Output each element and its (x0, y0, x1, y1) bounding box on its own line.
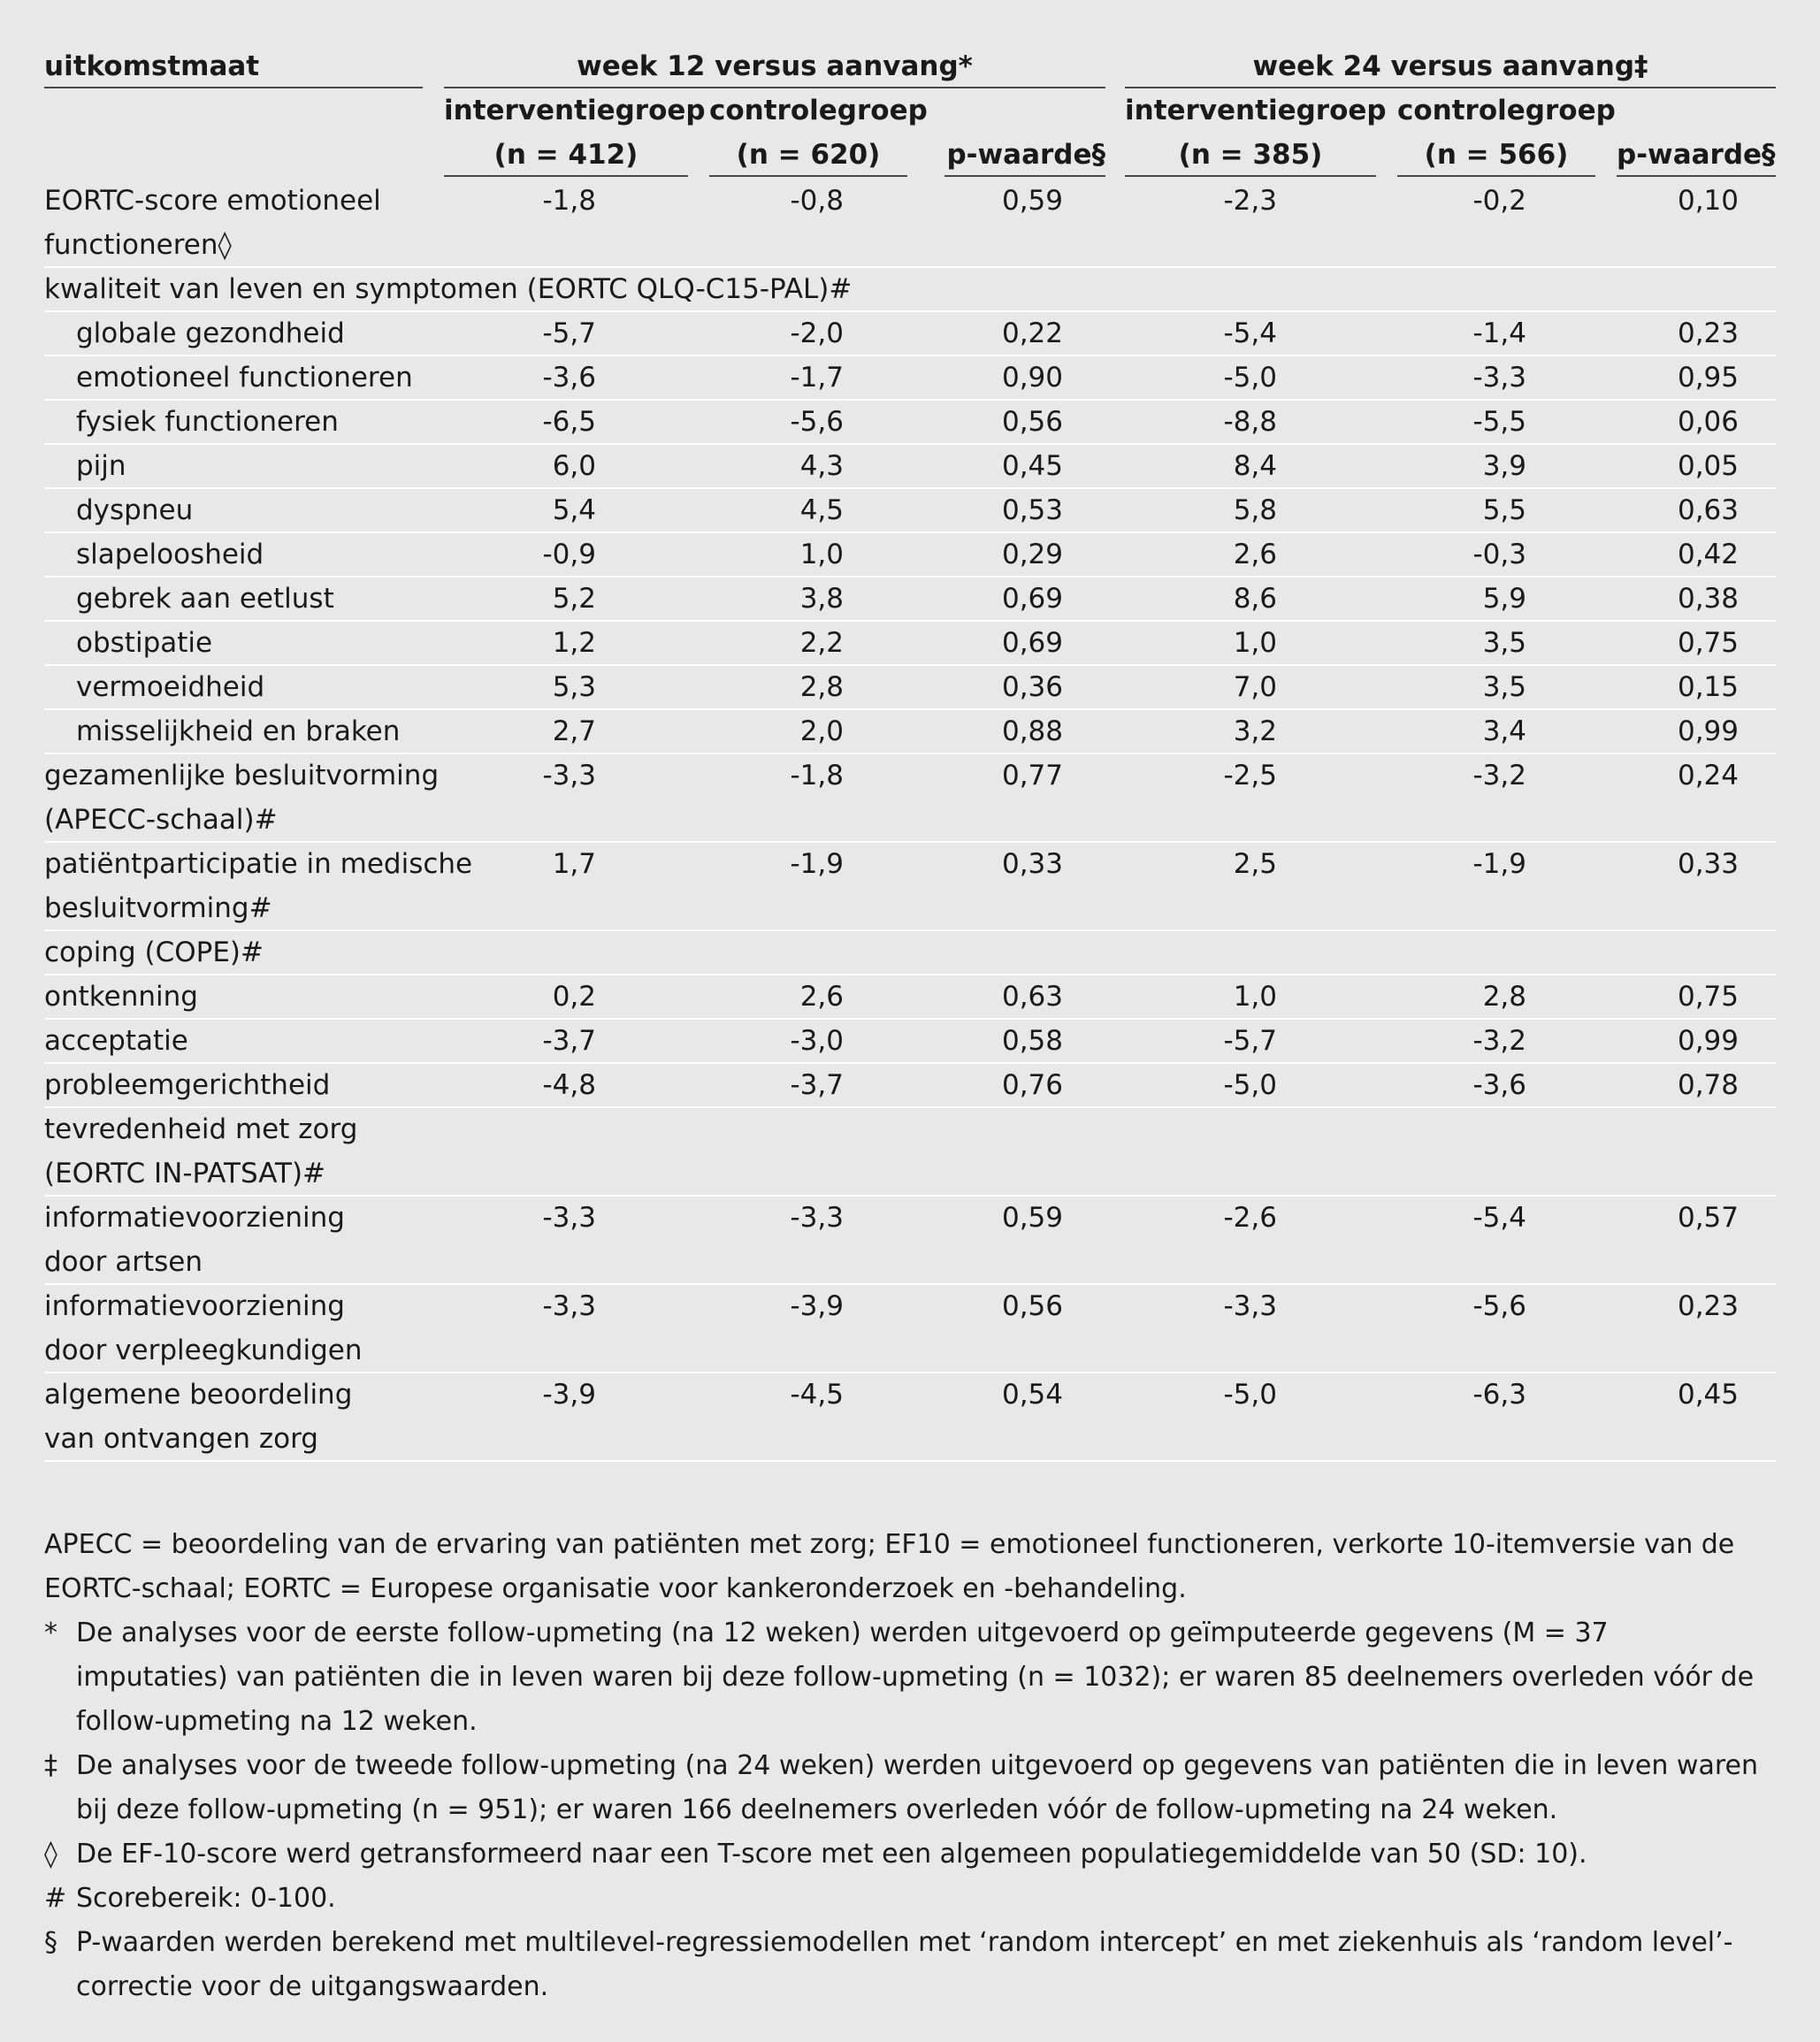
row-label: coping (COPE)# (44, 937, 264, 968)
row-value: 1,0 (1233, 981, 1277, 1013)
row-value: 0,05 (1677, 450, 1739, 482)
row-label: ontkenning (44, 981, 198, 1013)
row-value: -4,5 (790, 1379, 844, 1411)
row-value: -1,8 (790, 760, 844, 792)
row-value: 0,99 (1677, 715, 1739, 747)
row-value: -3,7 (790, 1069, 844, 1101)
row-value: 0,77 (1001, 760, 1063, 792)
row-value: -5,0 (1223, 1379, 1277, 1411)
row-value: 0,63 (1677, 494, 1739, 526)
row-label: pijn (76, 450, 126, 482)
row-value: 0,99 (1677, 1025, 1739, 1057)
footnote-symbol: ‡ (44, 1750, 57, 1781)
row-label: (EORTC IN-PATSAT)# (44, 1158, 326, 1189)
header-p12: p-waarde§ (946, 139, 1105, 171)
row-value: -3,3 (542, 1202, 596, 1234)
row-value: -0,8 (790, 185, 844, 217)
row-value: 2,2 (799, 627, 844, 659)
row-separator (44, 929, 1776, 931)
row-value: -3,0 (790, 1025, 844, 1057)
row-value: 0,36 (1001, 671, 1063, 703)
row-value: 0,56 (1001, 406, 1063, 438)
subheader-rule (1125, 175, 1376, 177)
row-label: EORTC-score emotioneel (44, 185, 381, 217)
row-value: -5,6 (1472, 1290, 1526, 1322)
row-value: 0,22 (1001, 317, 1063, 349)
row-value: 4,3 (799, 450, 844, 482)
row-value: 2,6 (799, 981, 844, 1013)
row-value: -3,7 (542, 1025, 596, 1057)
row-label: door verpleegkundigen (44, 1335, 363, 1366)
row-value: 0,29 (1001, 539, 1063, 570)
row-value: 5,8 (1233, 494, 1277, 526)
footnote-text: P-waarden werden berekend met multilevel-regressiemodellen met ‘random intercept’ en met ziekenhuis als ‘random level’-correctie voor de uitgangswaarden. (76, 1927, 1733, 2002)
row-value: 0,58 (1001, 1025, 1063, 1057)
row-value: 0,95 (1677, 362, 1739, 394)
row-value: 3,2 (1233, 715, 1277, 747)
row-value: 0,06 (1677, 406, 1739, 438)
row-label: (APECC-schaal)# (44, 804, 278, 836)
row-value: 1,0 (1233, 627, 1277, 659)
row-separator (44, 1460, 1776, 1462)
row-label: slapeloosheid (76, 539, 264, 570)
row-value: -0,3 (1472, 539, 1526, 570)
row-value: 0,33 (1677, 848, 1739, 880)
subheader-rule (444, 175, 688, 177)
row-value: 0,23 (1677, 1290, 1739, 1322)
row-value: 0,63 (1001, 981, 1063, 1013)
row-value: -0,9 (542, 539, 596, 570)
row-label: algemene beoordeling (44, 1379, 353, 1411)
header-n-int12: (n = 412) (493, 139, 639, 171)
row-value: -2,6 (1223, 1202, 1277, 1234)
row-value: -2,3 (1223, 185, 1277, 217)
row-value: 0,56 (1001, 1290, 1063, 1322)
row-value: 8,4 (1233, 450, 1277, 482)
row-value: -1,7 (790, 362, 844, 394)
header-p24: p-waarde§ (1617, 139, 1776, 171)
row-label: informatievoorziening (44, 1202, 345, 1234)
footnote-symbol: * (44, 1618, 57, 1648)
row-value: 3,5 (1482, 671, 1526, 703)
header-week12: week 12 versus aanvang* (577, 50, 973, 82)
header-week24: week 24 versus aanvang‡ (1252, 50, 1648, 82)
row-value: 0,2 (552, 981, 596, 1013)
row-value: -3,3 (542, 760, 596, 792)
row-label: besluitvorming# (44, 892, 272, 924)
row-label: functioneren◊ (44, 229, 232, 261)
row-value: -8,8 (1223, 406, 1277, 438)
row-label: emotioneel functioneren (76, 362, 413, 394)
row-value: -3,9 (790, 1290, 844, 1322)
row-value: -3,3 (1472, 362, 1526, 394)
row-value: 0,23 (1677, 317, 1739, 349)
footnote-lozenge (44, 1832, 1809, 1877)
footnote-hash (44, 1877, 1809, 1921)
row-value: 0,76 (1001, 1069, 1063, 1101)
footnote-abbreviations-text: APECC = beoordeling van de ervaring van patiënten met zorg; EF10 = emotioneel functioneren, verkorte 10-itemversie van de EORTC-schaal; EORTC = Europese organisatie voor kankeronderzoek en -behandeling. (44, 1529, 1735, 1604)
header-control-12: controlegroep (709, 95, 928, 126)
row-value: 0,90 (1001, 362, 1063, 394)
header-n-ctrl24: (n = 566) (1424, 139, 1569, 171)
row-value: 3,8 (799, 583, 844, 615)
row-value: 5,9 (1482, 583, 1526, 615)
row-value: 0,59 (1001, 185, 1063, 217)
row-value: 5,2 (552, 583, 596, 615)
footnote-text: De analyses voor de eerste follow-upmeting (na 12 weken) werden uitgevoerd op geïmputeerde gegevens (M = 37 imputaties) van patiënten die in leven waren bij deze follow-upmeting (n = 1032); er waren 85 deelnemers overleden vóór de follow-upmeting na 12 weken. (76, 1618, 1755, 1737)
row-value: 0,45 (1001, 450, 1063, 482)
row-label: patiëntparticipatie in medische (44, 848, 473, 880)
row-value: -2,5 (1223, 760, 1277, 792)
row-value: -1,8 (542, 185, 596, 217)
row-value: 2,8 (799, 671, 844, 703)
row-value: 0,75 (1677, 981, 1739, 1013)
footnote-abbreviations (44, 1523, 1751, 1611)
row-label: tevredenheid met zorg (44, 1113, 358, 1145)
row-label: globale gezondheid (76, 317, 345, 349)
row-value: -5,4 (1472, 1202, 1526, 1234)
header-rule-week24 (1125, 87, 1776, 88)
row-label: dyspneu (76, 494, 194, 526)
row-label: kwaliteit van leven en symptomen (EORTC QLQ-C15-PAL)# (44, 273, 853, 305)
header-n-int24: (n = 385) (1178, 139, 1323, 171)
row-value: 0,75 (1677, 627, 1739, 659)
header-control-24: controlegroep (1397, 95, 1616, 126)
row-value: 5,5 (1482, 494, 1526, 526)
row-value: -6,3 (1472, 1379, 1526, 1411)
header-intervention-24: interventiegroep (1125, 95, 1387, 126)
row-value: 3,9 (1482, 450, 1526, 482)
row-value: 5,3 (552, 671, 596, 703)
row-label: van ontvangen zorg (44, 1423, 318, 1455)
subheader-rule (709, 175, 907, 177)
row-value: -3,3 (1223, 1290, 1277, 1322)
row-value: 4,5 (799, 494, 844, 526)
row-value: 2,6 (1233, 539, 1277, 570)
row-value: 0,57 (1677, 1202, 1739, 1234)
row-value: 1,2 (552, 627, 596, 659)
row-value: 3,5 (1482, 627, 1526, 659)
row-value: 0,38 (1677, 583, 1739, 615)
row-label: misselijkheid en braken (76, 715, 401, 747)
footnote-asterisk (44, 1611, 1756, 1744)
subheader-rule (1617, 175, 1776, 177)
row-value: 0,45 (1677, 1379, 1739, 1411)
row-label: informatievoorziening (44, 1290, 345, 1322)
row-value: -5,5 (1472, 406, 1526, 438)
row-value: -4,8 (542, 1069, 596, 1101)
row-value: 1,7 (552, 848, 596, 880)
row-value: 2,5 (1233, 848, 1277, 880)
footnote-section (44, 1921, 1783, 2009)
row-value: -5,6 (790, 406, 844, 438)
header-rule-week12 (444, 87, 1105, 88)
row-value: -1,9 (790, 848, 844, 880)
row-value: -0,2 (1472, 185, 1526, 217)
row-value: 1,0 (799, 539, 844, 570)
row-label: vermoeidheid (76, 671, 265, 703)
row-value: -3,3 (542, 1290, 596, 1322)
row-value: -3,9 (542, 1379, 596, 1411)
row-value: 0,53 (1001, 494, 1063, 526)
footnote-text: De EF-10-score werd getransformeerd naar een T-score met een algemeen populatiegemiddelde van 50 (SD: 10). (76, 1839, 1587, 1870)
row-label: fysiek functioneren (76, 406, 339, 438)
row-label: acceptatie (44, 1025, 188, 1057)
subheader-rule (944, 175, 1105, 177)
footnote-double-dagger (44, 1744, 1783, 1832)
row-value: 0,69 (1001, 627, 1063, 659)
row-value: 7,0 (1233, 671, 1277, 703)
row-value: 6,0 (552, 450, 596, 482)
row-value: -5,0 (1223, 362, 1277, 394)
row-value: 3,4 (1482, 715, 1526, 747)
row-value: 0,42 (1677, 539, 1739, 570)
footnote-symbol: § (44, 1927, 57, 1958)
footnote-symbol: # (44, 1883, 67, 1914)
row-value: -6,5 (542, 406, 596, 438)
header-intervention-12: interventiegroep (444, 95, 706, 126)
row-value: 0,54 (1001, 1379, 1063, 1411)
footnote-symbol: ◊ (44, 1839, 57, 1870)
row-value: 2,0 (799, 715, 844, 747)
row-value: -5,7 (542, 317, 596, 349)
row-value: 0,88 (1001, 715, 1063, 747)
row-value: 8,6 (1233, 583, 1277, 615)
row-value: 0,78 (1677, 1069, 1739, 1101)
row-value: -3,6 (1472, 1069, 1526, 1101)
row-value: -1,9 (1472, 848, 1526, 880)
row-value: -2,0 (790, 317, 844, 349)
header-outcome: uitkomstmaat (44, 50, 260, 82)
header-n-ctrl12: (n = 620) (736, 139, 881, 171)
row-value: 0,15 (1677, 671, 1739, 703)
row-label: probleemgerichtheid (44, 1069, 331, 1101)
row-value: 0,10 (1677, 185, 1739, 217)
row-value: -5,4 (1223, 317, 1277, 349)
row-label: door artsen (44, 1246, 203, 1278)
row-value: -1,4 (1472, 317, 1526, 349)
footnote-text: De analyses voor de tweede follow-upmeting (na 24 weken) werden uitgevoerd op gegevens van patiënten die in leven waren bij deze follow-upmeting (n = 951); er waren 166 deelnemers overleden vóór de follow-upmeting na 24 weken. (76, 1750, 1758, 1825)
row-value: 0,24 (1677, 760, 1739, 792)
row-label: obstipatie (76, 627, 213, 659)
row-value: 0,59 (1001, 1202, 1063, 1234)
footnote-text: Scorebereik: 0-100. (76, 1883, 336, 1914)
row-value: -3,2 (1472, 1025, 1526, 1057)
subheader-rule (1397, 175, 1595, 177)
row-value: -5,7 (1223, 1025, 1277, 1057)
row-label: gezamenlijke besluitvorming (44, 760, 440, 792)
row-value: 0,69 (1001, 583, 1063, 615)
row-value: 2,7 (552, 715, 596, 747)
row-value: 5,4 (552, 494, 596, 526)
row-value: 2,8 (1482, 981, 1526, 1013)
row-value: 0,33 (1001, 848, 1063, 880)
row-value: -3,3 (790, 1202, 844, 1234)
row-value: -3,6 (542, 362, 596, 394)
row-value: -5,0 (1223, 1069, 1277, 1101)
row-label: gebrek aan eetlust (76, 583, 334, 615)
header-rule-outcome (44, 87, 423, 88)
row-value: -3,2 (1472, 760, 1526, 792)
